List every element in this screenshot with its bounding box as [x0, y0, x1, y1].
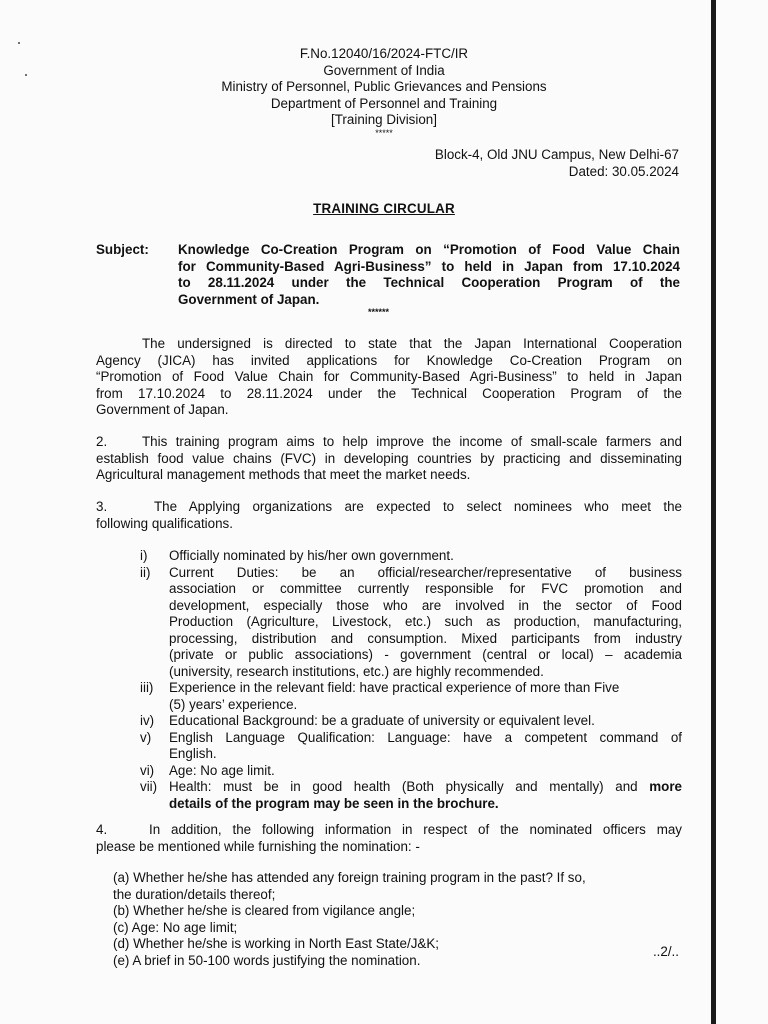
qualification-item: vii) Health: must be in good health (Both physically and mentally) and more details of the program may be seen in the brochure.: [140, 779, 682, 811]
subject-line: to 28.11.2024 under the Technical Cooperation Program of the: [178, 275, 680, 290]
nomination-info-list: [113, 870, 682, 969]
qualification-item: vi) Age: No age limit.: [140, 762, 275, 778]
government-name: Government of India: [323, 62, 445, 78]
subject-label: Subject:: [96, 242, 149, 257]
nomination-item: the duration/details thereof;: [113, 886, 276, 902]
nomination-item: (a) Whether he/she has attended any foreign training program in the past? If so,: [113, 870, 586, 885]
qualification-item: i) Officially nominated by his/her own government.: [140, 548, 454, 563]
qualification-item: ii) Current Duties: be an official/researcher/representative of business association or committee currently responsible for FVC promotion and development, especially those who are involved in the sector of Food Production (Agriculture, Livestock, etc.) such as production, manufacturing, processing, distribution and consumption. Mixed participants from industry (private or public associations) - government (central or local) – academia (university, research institutions, etc.) are highly recommended.: [140, 564, 682, 679]
paragraph-line: establish food value chains (FVC) in developing countries by practicing and disseminating: [96, 450, 682, 466]
paragraph-line: 3. The Applying organizations are expected to select nominees who meet the: [96, 499, 682, 514]
office-address: Block-4, Old JNU Campus, New Delhi-67: [434, 147, 679, 162]
document-title: TRAINING CIRCULAR: [313, 201, 455, 216]
subject-block: [96, 242, 680, 308]
qualification-item: v) English Language Qualification: Language: have a competent command of English.: [140, 729, 682, 761]
paragraph-line: following qualifications.: [96, 515, 233, 531]
subject-line: Knowledge Co-Creation Program on “Promotion of Food Value Chain: [178, 242, 680, 257]
subject-line: Government of Japan.: [178, 291, 320, 307]
division-name: [Training Division]: [331, 112, 437, 127]
qualification-line: Health: must be in good health (Both physically and mentally) and more: [169, 779, 682, 794]
page-continuation: ..2/..: [652, 944, 679, 959]
department-name: Department of Personnel and Training: [270, 95, 498, 111]
paragraph-line: Agency (JICA) has invited applications for Knowledge Co-Creation Program on: [96, 352, 682, 368]
paragraph-line: Agricultural management methods that meet the market needs.: [96, 467, 471, 482]
letterhead: [0, 46, 768, 138]
qualifications-list: [140, 548, 682, 812]
ministry-name: Ministry of Personnel, Public Grievances and Pensions: [221, 79, 547, 94]
scan-speck: [18, 42, 20, 44]
nomination-item: (b) Whether he/she is cleared from vigilance angle;: [113, 903, 416, 918]
scan-binding-line: [711, 0, 716, 1024]
date-line: Dated: 30.05.2024: [568, 163, 679, 179]
paragraph-line: “Promotion of Food Value Chain for Community-Based Agri-Business” to held in Japan: [96, 369, 682, 384]
subject-text: [178, 242, 680, 308]
paragraph-2: [96, 434, 682, 484]
qualification-item: iii) Experience in the relevant field: have practical experience of more than Five (5) years’ experience.: [140, 680, 620, 712]
paragraph-line: from 17.10.2024 to 28.11.2024 under the Technical Cooperation Program of the: [96, 385, 682, 401]
nomination-item: (d) Whether he/she is working in North East State/J&K;: [113, 936, 439, 951]
paragraph-line: Government of Japan.: [96, 402, 229, 417]
nomination-item: (c) Age: No age limit;: [113, 919, 238, 935]
paragraph-3: [96, 499, 682, 532]
paragraph-line: 2. This training program aims to help improve the income of small-scale farmers and: [96, 434, 682, 449]
nomination-item: (e) A brief in 50-100 words justifying the nomination.: [113, 952, 421, 968]
header-separator: *****: [375, 127, 393, 138]
paragraph-line: please be mentioned while furnishing the nomination: -: [96, 838, 420, 854]
subject-line: for Community-Based Agri-Business” to held in Japan from 17.10.2024: [178, 258, 680, 274]
paragraph-1: [96, 336, 682, 419]
paragraph-line: The undersigned is directed to state that the Japan International Cooperation: [142, 336, 682, 351]
paragraph-4: [96, 822, 682, 855]
file-number: F.No.12040/16/2024-FTC/IR: [299, 46, 469, 61]
subject-separator: ******: [368, 307, 390, 317]
paragraph-line: 4. In addition, the following information in respect of the nominated officers may: [96, 822, 682, 837]
qualification-item: iv) Educational Background: be a graduate of university or equivalent level.: [140, 713, 595, 728]
address-block: [435, 147, 679, 180]
